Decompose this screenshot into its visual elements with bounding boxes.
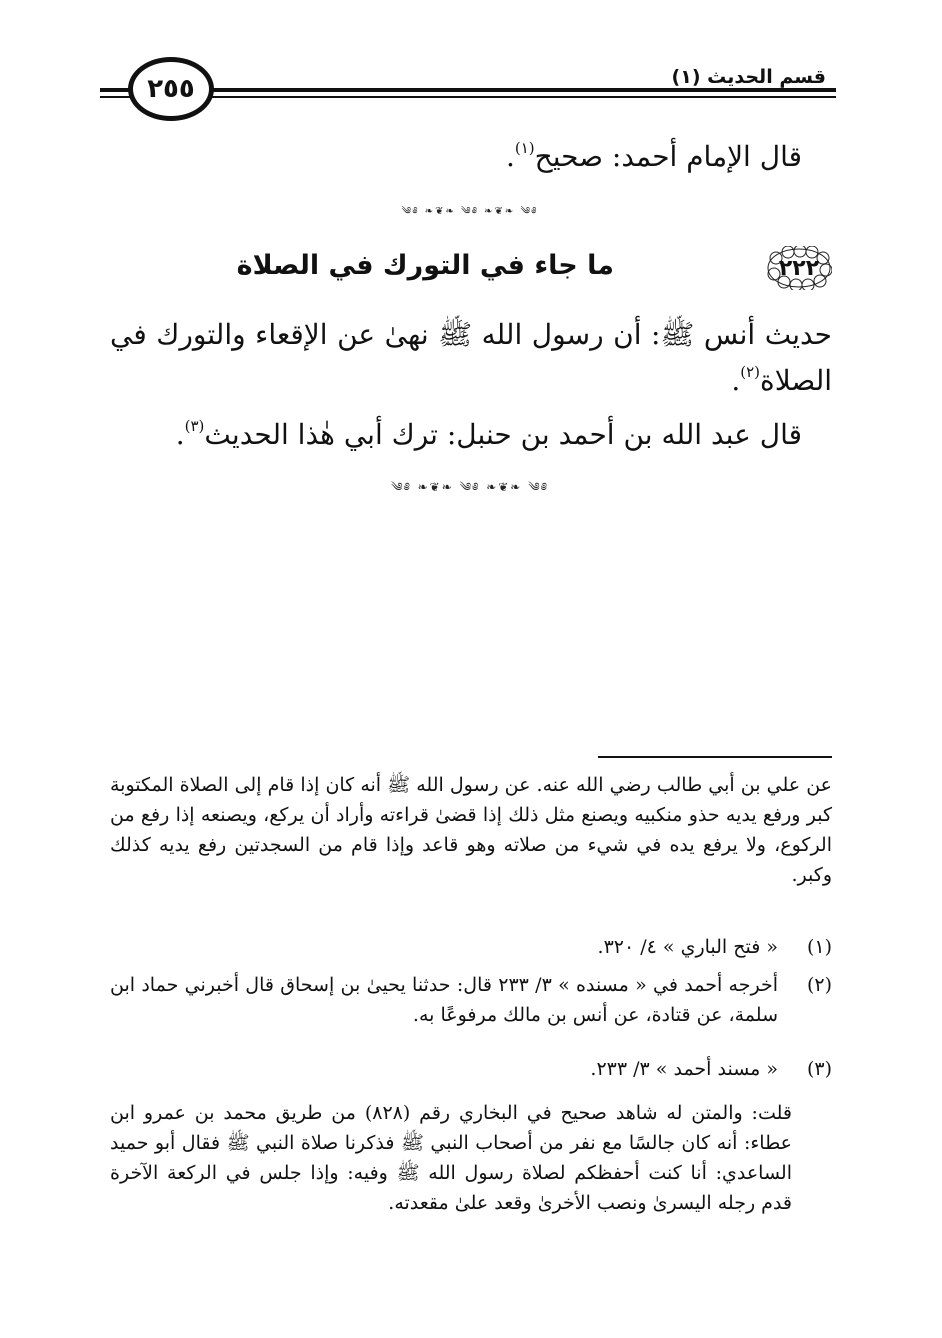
footnote-2-text: أخرجه أحمد في « مسنده » ٣/ ٢٣٣ قال: حدثنا يحيىٰ بن إسحاق قال أخبرني حماد ابن سلمة، عن قتادة، عن أنس بن مالك مرفوعًا به. <box>110 974 778 1026</box>
header-rule-thin <box>200 96 836 98</box>
section-number-badge <box>766 246 832 290</box>
page-number: ٢٥٥ <box>147 74 195 104</box>
running-title: قسم الحديث (١) <box>666 66 832 88</box>
closing-statement-end: . <box>505 140 515 173</box>
comment-text: قال عبد الله بن أحمد بن حنبل: ترك أبي هٰذا الحديث <box>204 418 802 451</box>
footnote-continuation <box>110 770 832 890</box>
hadith-text: حديث أنس ﷺ: أن رسول الله ﷺ نهىٰ عن الإقعاء والتورك في الصلاة <box>110 318 832 397</box>
hadith-paragraph <box>110 312 832 404</box>
ornament-glyphs: ༄༅ ❧❦❧ ༄༅ ❧❦❧ ༄༅ <box>401 206 539 217</box>
closing-statement-text: قال الإمام أحمد: صحيح <box>534 140 802 173</box>
closing-statement <box>122 134 802 180</box>
comment-paragraph <box>110 412 802 458</box>
comment-end: . <box>175 418 185 451</box>
section-number: ٢٢٢ <box>778 255 820 281</box>
section-end-ornament <box>360 474 580 508</box>
footnote-note-text: قلت: والمتن له شاهد صحيح في البخاري رقم (٨٢٨) من طريق محمد بن عمرو ابن عطاء: أنه كان جالسًا مع نفر من أصحاب النبي ﷺ فذكرنا صلاة النبي ﷺ فقال أبو حميد الساعدي: أنا كنت أحفظكم لصلاة رسول الله ﷺ وفيه: وإذا جلس في الركعة الآخرة قدم رجله اليسرىٰ ونصب الأخرىٰ وقعد علىٰ مقعدته. <box>110 1102 792 1214</box>
hadith-end: . <box>731 364 741 397</box>
page-header <box>0 0 942 130</box>
footnote-3-number: (٣) <box>806 1058 832 1080</box>
page-number-badge <box>128 57 214 121</box>
footnote-note <box>110 1098 792 1218</box>
footnote-2-number: (٢) <box>806 974 832 996</box>
footnote-3-text: « مسند أحمد » ٣/ ٢٣٣. <box>590 1058 778 1080</box>
footnote-1 <box>110 932 832 964</box>
footnote-1-number: (١) <box>806 936 832 958</box>
footnote-continuation-text: عن علي بن أبي طالب رضي الله عنه. عن رسول الله ﷺ أنه كان إذا قام إلى الصلاة المكتوبة كبر ورفع يديه حذو منكبيه ويصنع مثل ذلك إذا قضىٰ قراءته وأراد أن يركع، ويصنعه إذا رفع من الركوع، ولا يرفع يده في شيء من صلاته وهو قاعد وإذا قام من السجدتين رفع يديه كذلك وكبر. <box>110 774 832 886</box>
section-title: ما جاء في التورك في الصلاة <box>236 250 614 281</box>
ornament-glyphs-2: ༄༅ ❧❦❧ ༄༅ ❧❦❧ ༄༅ <box>391 480 549 494</box>
footnote-2 <box>110 970 832 1034</box>
header-rule <box>200 88 836 92</box>
footnote-separator <box>598 756 832 758</box>
footnote-ref-1: (١) <box>514 139 535 157</box>
footnote-ref-3: (٣) <box>184 417 205 435</box>
section-divider-ornament <box>380 200 560 228</box>
footnote-1-text: « فتح الباري » ٤/ ٣٢٠. <box>597 936 778 958</box>
footnote-ref-2: (٢) <box>740 363 761 381</box>
footnote-3 <box>110 1054 832 1086</box>
